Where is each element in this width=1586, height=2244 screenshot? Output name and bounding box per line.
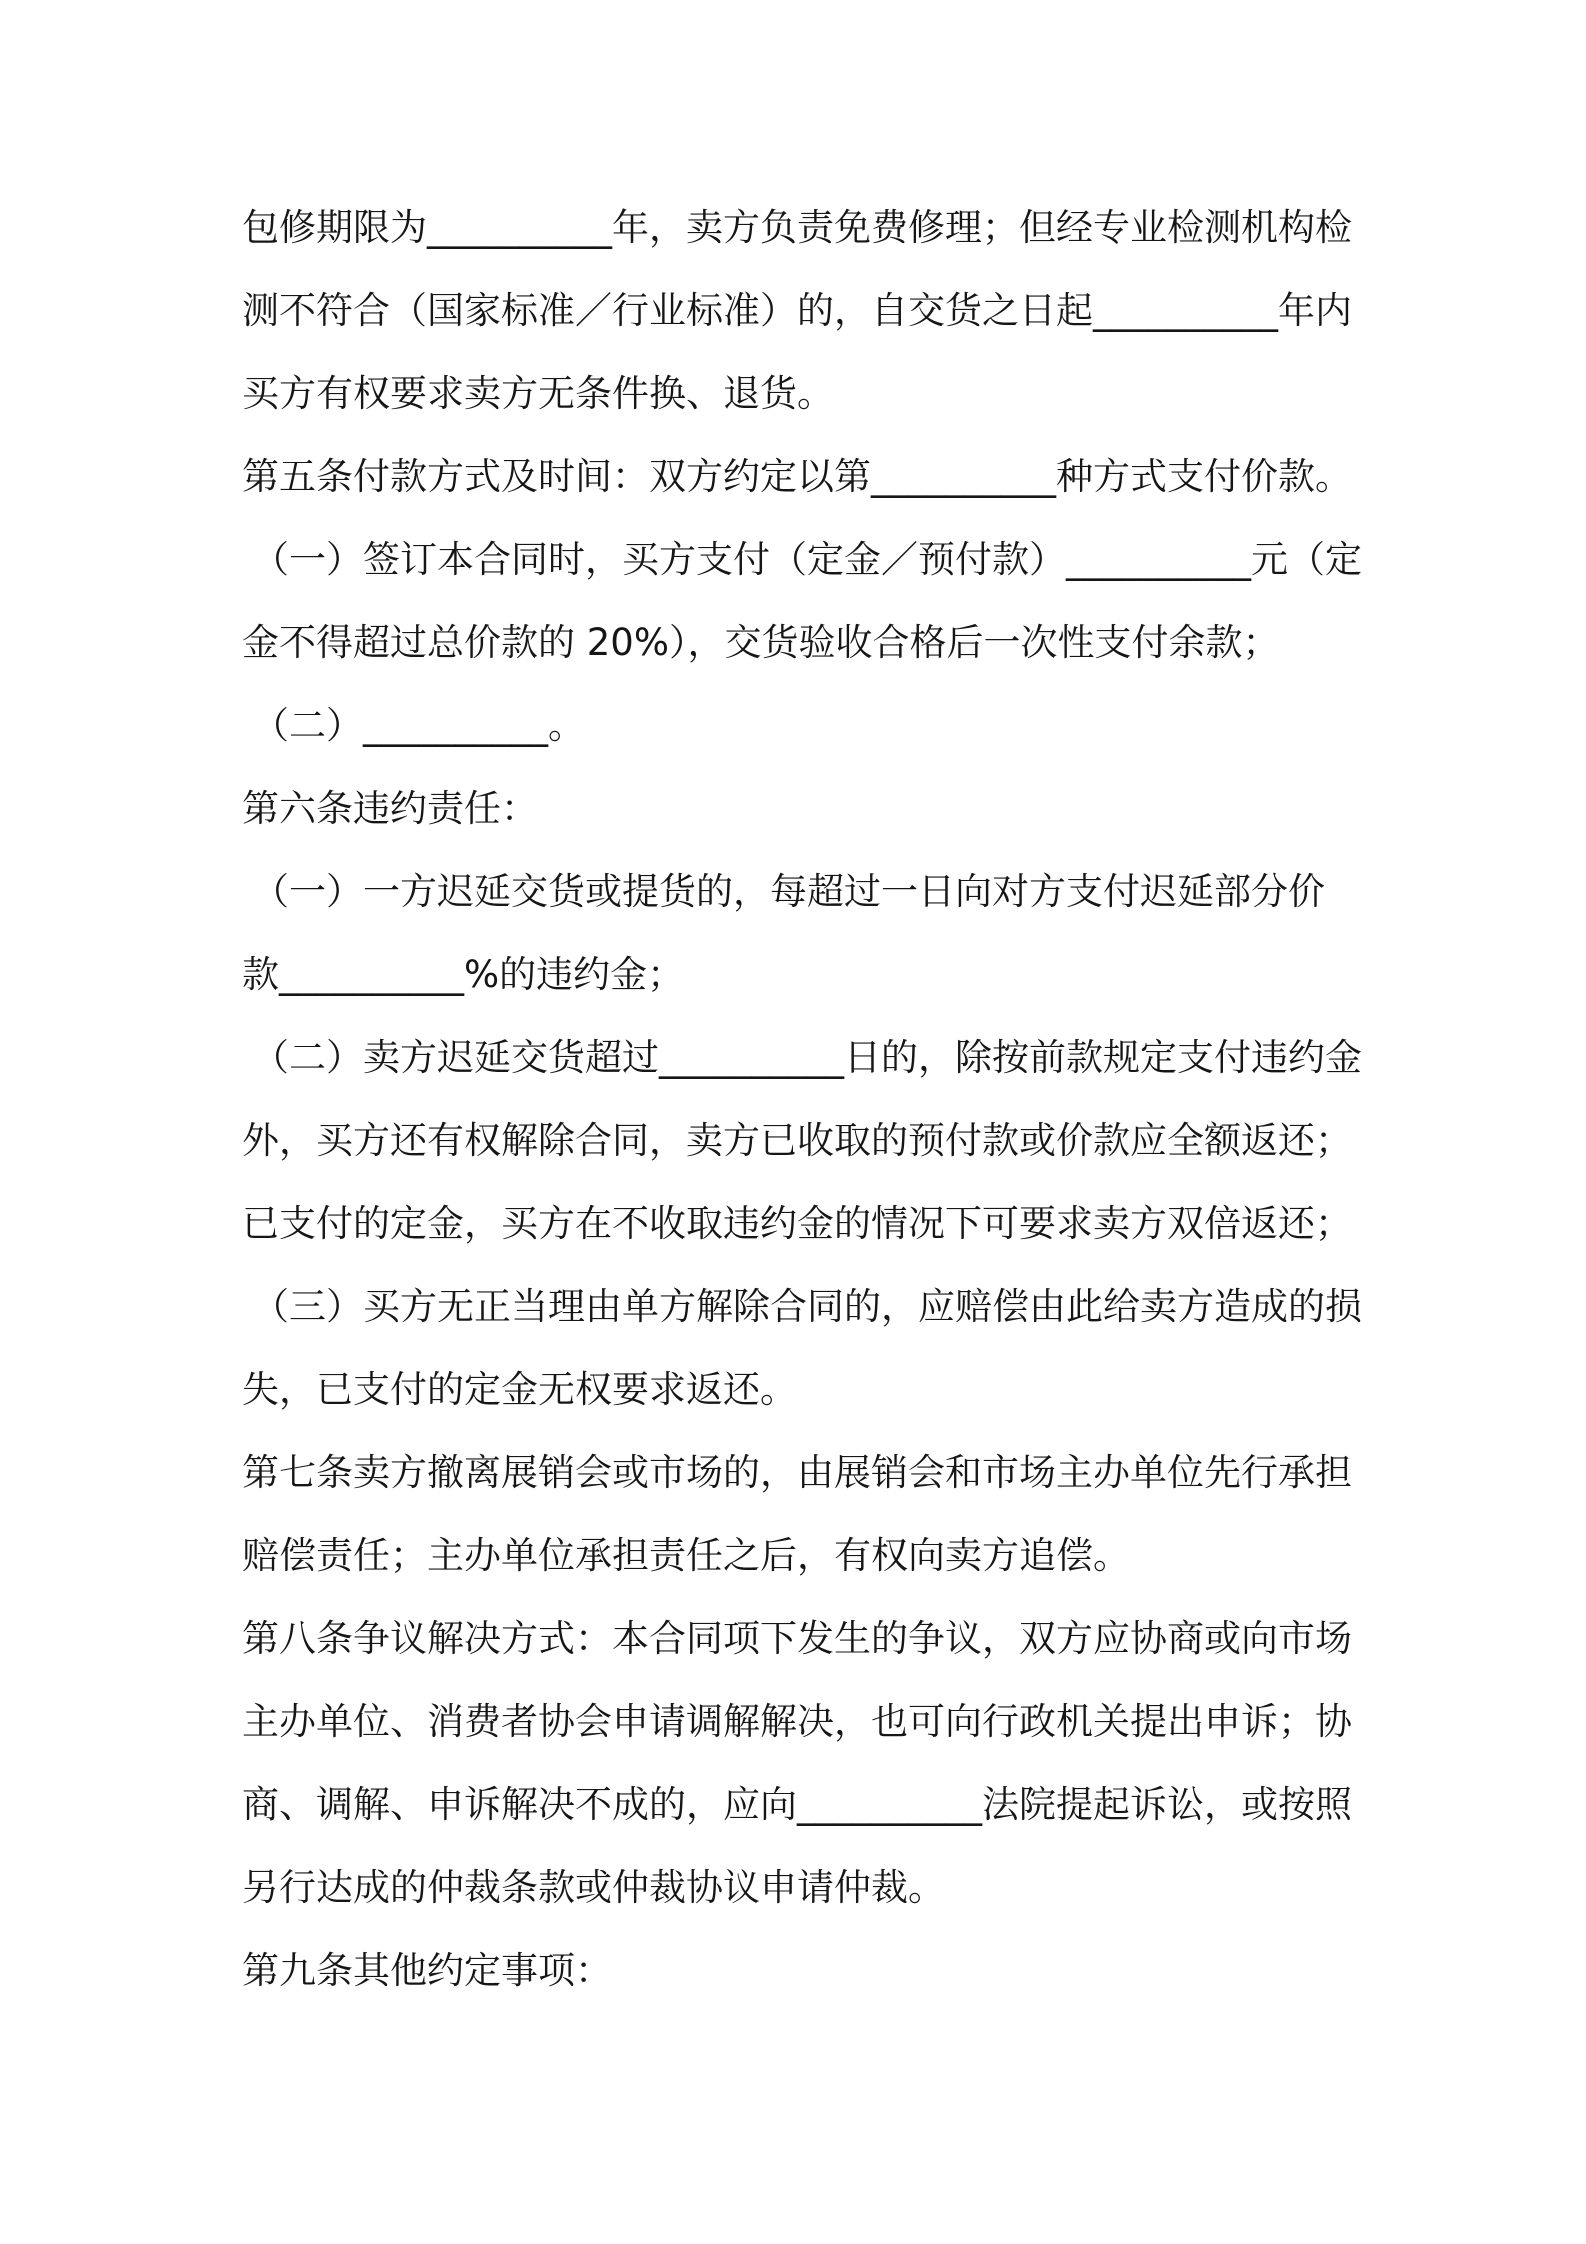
article-5-heading: 第五条付款方式及时间：双方约定以第__________种方式支付价款。 xyxy=(242,455,1352,498)
article-7-text-cont: 赔偿责任；主办单位承担责任之后，有权向卖方追偿。 xyxy=(242,1534,1130,1577)
article-6-item-2-cont-2: 已支付的定金，买方在不收取违约金的情况下可要求卖方双倍返还； xyxy=(242,1202,1352,1245)
article-5-item-1-cont: 金不得超过总价款的 20%），交货验收合格后一次性支付余款； xyxy=(242,621,1280,664)
article-5-item-1: （一）签订本合同时，买方支付（定金／预付款）__________元（定 xyxy=(252,538,1362,581)
article-8-text-cont-3: 另行达成的仲裁条款或仲裁协议申请仲裁。 xyxy=(242,1866,945,1909)
article-6-item-1: （一）一方迟延交货或提货的，每超过一日向对方支付迟延部分价 xyxy=(252,870,1325,913)
article-6-heading: 第六条违约责任： xyxy=(242,787,538,830)
text-line-warranty-period: 包修期限为__________年，卖方负责免费修理；但经专业检测机构检 xyxy=(242,206,1352,249)
text-line-return-right: 买方有权要求卖方无条件换、退货。 xyxy=(242,372,834,415)
article-6-item-3: （三）买方无正当理由单方解除合同的，应赔偿由此给卖方造成的损 xyxy=(252,1285,1362,1328)
article-5-item-2: （二）__________。 xyxy=(252,704,585,747)
article-8-text-cont-1: 主办单位、消费者协会申请调解解决，也可向行政机关提出申诉；协 xyxy=(242,1700,1352,1743)
article-6-item-2: （二）卖方迟延交货超过__________日的，除按前款规定支付违约金 xyxy=(252,1036,1362,1079)
article-9-heading: 第九条其他约定事项： xyxy=(242,1949,612,1992)
article-6-item-2-cont-1: 外，买方还有权解除合同，卖方已收取的预付款或价款应全额返还； xyxy=(242,1119,1352,1162)
article-7-text: 第七条卖方撤离展销会或市场的，由展销会和市场主办单位先行承担 xyxy=(242,1451,1352,1494)
article-8-text-cont-2: 商、调解、申诉解决不成的，应向__________法院提起诉讼，或按照 xyxy=(242,1783,1352,1826)
article-6-item-1-cont: 款__________%的违约金； xyxy=(242,953,685,996)
text-line-inspection-standard: 测不符合（国家标准／行业标准）的，自交货之日起__________年内 xyxy=(242,289,1352,332)
article-6-item-3-cont: 失，已支付的定金无权要求返还。 xyxy=(242,1368,797,1411)
article-8-text: 第八条争议解决方式：本合同项下发生的争议，双方应协商或向市场 xyxy=(242,1617,1352,1660)
